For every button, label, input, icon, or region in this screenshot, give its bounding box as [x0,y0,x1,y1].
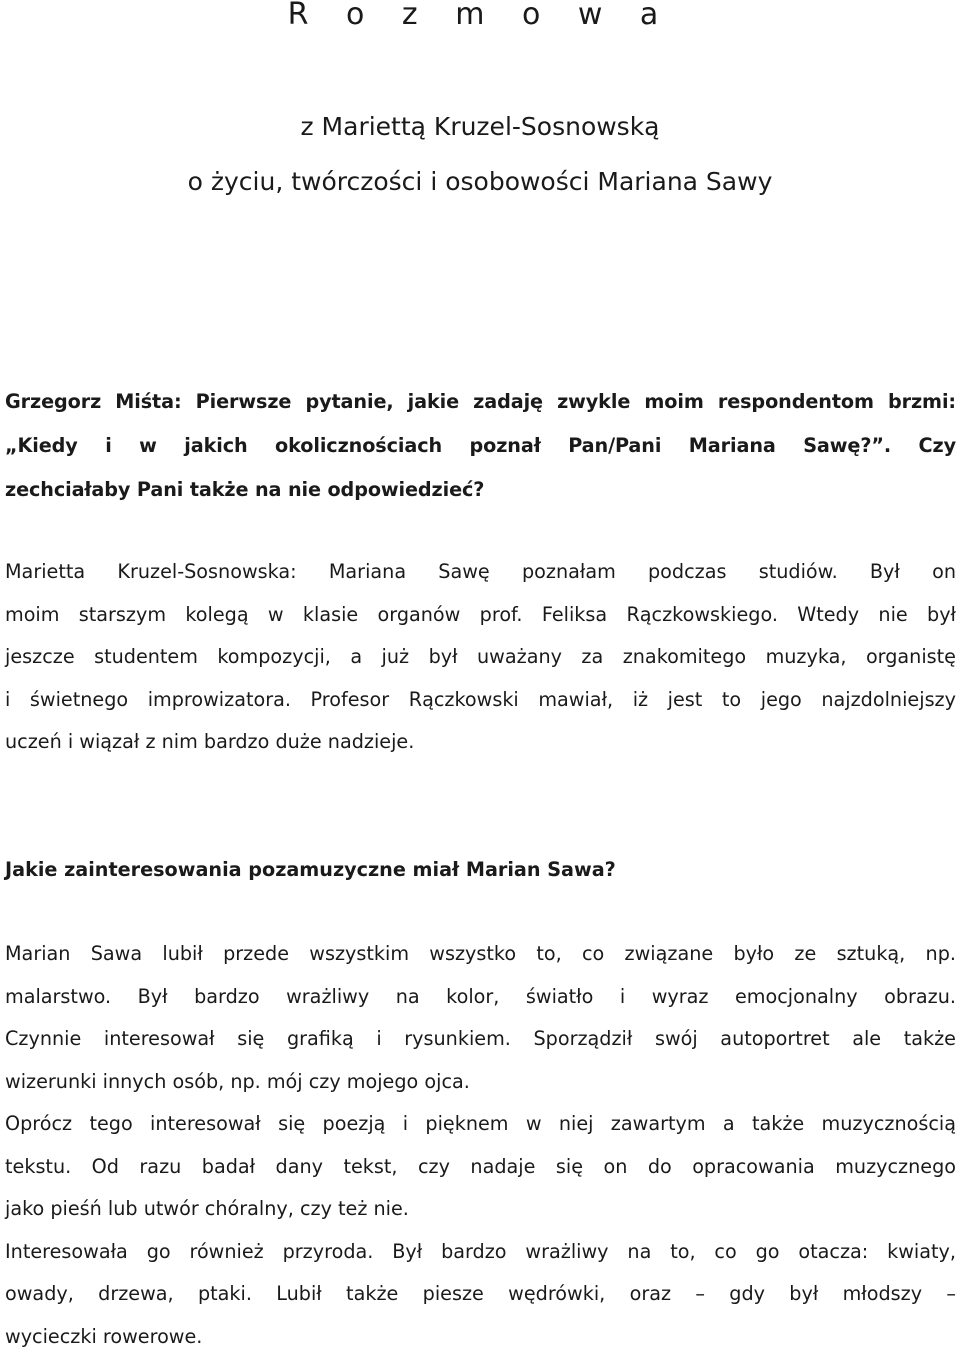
answer-2-line: Czynnie interesował się grafiką i rysunkiem. Sporządził swój autoportret ale także [5,1018,956,1061]
answer-2 [5,933,956,1358]
subtitle-line-2: o życiu, twórczości i osobowości Mariana Sawy [0,167,960,196]
answer-2-line: Marian Sawa lubił przede wszystkim wszystko to, co związane było ze sztuką, np. [5,933,956,976]
answer-2-line: Interesowała go również przyroda. Był bardzo wrażliwy na to, co go otacza: kwiaty, [5,1231,956,1274]
answer-2-line: Oprócz tego interesował się poezją i pięknem w niej zawartym a także muzycznością [5,1103,956,1146]
answer-1-line: Marietta Kruzel-Sosnowska: Mariana Sawę poznałam podczas studiów. Był on [5,551,956,594]
answer-1-line: uczeń i wiązał z nim bardzo duże nadzieje. [5,721,956,764]
answer-2-line: owady, drzewa, ptaki. Lubił także piesze wędrówki, oraz – gdy był młodszy – [5,1273,956,1316]
question-2-line: Jakie zainteresowania pozamuzyczne miał Marian Sawa? [5,848,956,892]
document-title: R o z m o w a [0,0,960,30]
answer-2-line: jako pieśń lub utwór chóralny, czy też nie. [5,1188,956,1231]
question-1-line: Grzegorz Miśta: Pierwsze pytanie, jakie zadaję zwykle moim respondentom brzmi: [5,380,956,424]
question-1 [5,380,956,512]
subtitle-line-1: z Mariettą Kruzel-Sosnowską [0,112,960,141]
question-1-line: „Kiedy i w jakich okolicznościach poznał Pan/Pani Mariana Sawę?”. Czy [5,424,956,468]
answer-1 [5,551,956,764]
answer-2-line: tekstu. Od razu badał dany tekst, czy nadaje się on do opracowania muzycznego [5,1146,956,1189]
question-1-line: zechciałaby Pani także na nie odpowiedzieć? [5,468,956,512]
answer-2-line: wizerunki innych osób, np. mój czy mojego ojca. [5,1061,956,1104]
answer-2-line: malarstwo. Był bardzo wrażliwy na kolor, światło i wyraz emocjonalny obrazu. [5,976,956,1019]
question-2 [5,848,956,892]
answer-1-line: i świetnego improwizatora. Profesor Rączkowski mawiał, iż jest to jego najzdolniejszy [5,679,956,722]
answer-1-line: jeszcze studentem kompozycji, a już był uważany za znakomitego muzyka, organistę [5,636,956,679]
answer-2-line: wycieczki rowerowe. [5,1316,956,1358]
answer-1-line: moim starszym kolegą w klasie organów prof. Feliksa Rączkowskiego. Wtedy nie był [5,594,956,637]
